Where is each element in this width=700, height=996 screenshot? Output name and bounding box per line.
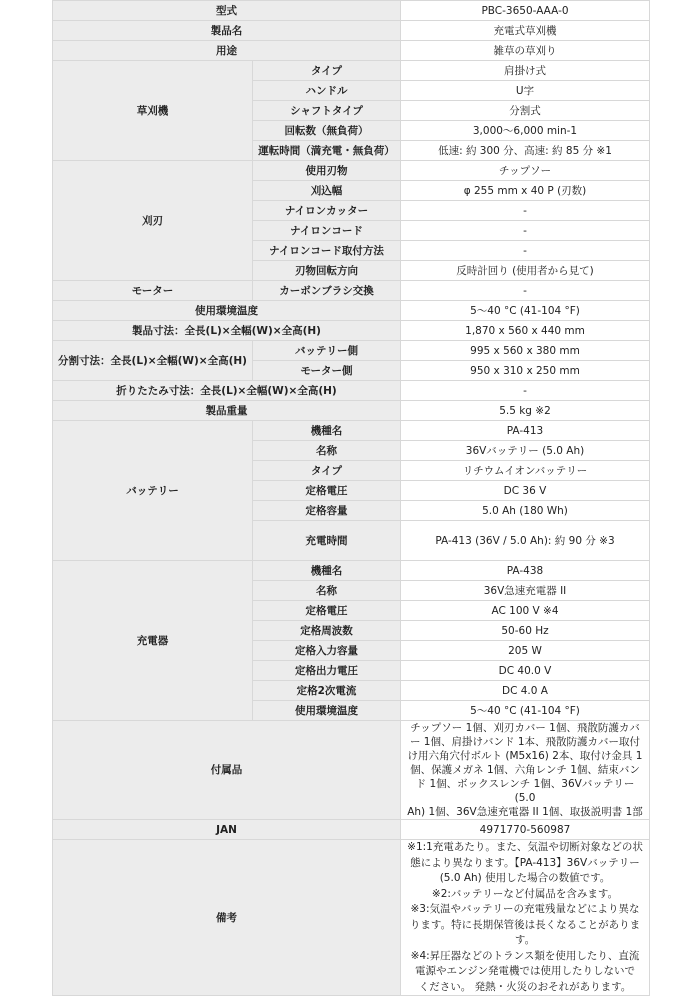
sub-value: 低速: 約 300 分、高速: 約 85 分 ※1 [401, 141, 650, 161]
sub-label: バッテリー側 [253, 341, 401, 361]
sub-label: シャフトタイプ [253, 101, 401, 121]
sub-value: - [401, 221, 650, 241]
table-row [53, 840, 650, 996]
table-row [53, 1, 650, 21]
table-row [53, 820, 650, 840]
sub-value: 反時計回り (使用者から見て) [401, 261, 650, 281]
row-value-usage: 雑草の草刈り [401, 41, 650, 61]
sub-value: チップソー [401, 161, 650, 181]
sub-value: DC 36 V [401, 481, 650, 501]
sub-label: 定格出力電圧 [253, 661, 401, 681]
table-row [53, 421, 650, 441]
row-label-env-temp: 使用環境温度 [53, 301, 401, 321]
sub-label: ナイロンコード取付方法 [253, 241, 401, 261]
sub-label: ナイロンカッター [253, 201, 401, 221]
sub-value: 50-60 Hz [401, 621, 650, 641]
sub-label: 使用環境温度 [253, 701, 401, 721]
sub-value: 205 W [401, 641, 650, 661]
spec-table [52, 0, 650, 996]
table-row [53, 381, 650, 401]
sub-label: 定格電圧 [253, 601, 401, 621]
table-row [53, 281, 650, 301]
remarks-line: (5.0 Ah) 使用した場合の数値です。 [439, 872, 611, 884]
sub-value: PA-413 [401, 421, 650, 441]
row-label-dimensions: 製品寸法：全長(L)×全幅(W)×全高(H) [53, 321, 401, 341]
table-row [53, 321, 650, 341]
sub-value: - [401, 201, 650, 221]
sub-value: - [401, 241, 650, 261]
sub-value: 36V急速充電器 II [401, 581, 650, 601]
sub-value: 995 x 560 x 380 mm [401, 341, 650, 361]
accessories-line: 個、保護メガネ 1個、六角レンチ 1個、結束バン [410, 764, 640, 776]
table-row [53, 341, 650, 361]
row-value-product-name: 充電式草刈機 [401, 21, 650, 41]
row-value-dimensions: 1,870 x 560 x 440 mm [401, 321, 650, 341]
remarks-line: ※2:バッテリーなど付属品を含みます。 [431, 887, 619, 900]
sub-value: PA-438 [401, 561, 650, 581]
row-label-weight: 製品重量 [53, 401, 401, 421]
sub-label: モーター側 [253, 361, 401, 381]
sub-value: 5.0 Ah (180 Wh) [401, 501, 650, 521]
sub-value: PA-413 (36V / 5.0 Ah): 約 90 分 ※3 [401, 521, 650, 561]
accessories-line: ー 1個、肩掛けバンド 1本、飛散防護カバー取付 [409, 736, 641, 748]
sub-value: 36Vバッテリー (5.0 Ah) [401, 441, 650, 461]
row-label-folded-dimensions: 折りたたみ寸法：全長(L)×全幅(W)×全高(H) [53, 381, 401, 401]
row-label-accessories: 付属品 [53, 721, 401, 820]
group-label-split-dimensions: 分割寸法：全長(L)×全幅(W)×全高(H) [53, 341, 253, 381]
group-label-charger: 充電器 [53, 561, 253, 721]
accessories-line: Ah) 1個、36V急速充電器 II 1個、取扱説明書 1部 [407, 806, 643, 818]
remarks-line: 電源やエンジン発電機では使用したりしないで [415, 965, 635, 977]
sub-label: タイプ [253, 61, 401, 81]
accessories-line: チップソー 1個、刈刃カバー 1個、飛散防護カバ [410, 722, 640, 734]
sub-value: 950 x 310 x 250 mm [401, 361, 650, 381]
sub-label: カーボンブラシ交換 [253, 281, 401, 301]
row-value-folded-dimensions: - [401, 381, 650, 401]
sub-label: タイプ [253, 461, 401, 481]
sub-label: 定格容量 [253, 501, 401, 521]
sub-value: φ 255 mm x 40 P (刃数) [401, 181, 650, 201]
accessories-line: け用六角穴付ボルト (M5x16) 2本、取付け金具 1 [407, 750, 643, 762]
table-row [53, 41, 650, 61]
sub-label: 機種名 [253, 421, 401, 441]
sub-label: 機種名 [253, 561, 401, 581]
sub-label: 名称 [253, 441, 401, 461]
sub-label: ナイロンコード [253, 221, 401, 241]
row-value-jan: 4971770-560987 [401, 820, 650, 840]
table-row [53, 301, 650, 321]
remarks-line: 態により異なります。【PA-413】36Vバッテリー [410, 856, 640, 869]
sub-label: 定格電圧 [253, 481, 401, 501]
row-label-remarks: 備考 [53, 840, 401, 996]
row-label-product-name: 製品名 [53, 21, 401, 41]
row-label-jan: JAN [53, 820, 401, 840]
remarks-line: す。 [514, 934, 536, 946]
sub-value: 分割式 [401, 101, 650, 121]
group-label-blade: 刈刃 [53, 161, 253, 281]
row-value-remarks [401, 840, 650, 996]
row-label-usage: 用途 [53, 41, 401, 61]
row-value-model: PBC-3650-AAA-0 [401, 1, 650, 21]
remarks-line: ※4:昇圧器などのトランス類を使用したり、直流 [410, 949, 640, 962]
sub-label: 使用刃物 [253, 161, 401, 181]
table-row [53, 721, 650, 820]
sub-label: 定格周波数 [253, 621, 401, 641]
sub-label: 名称 [253, 581, 401, 601]
group-label-mower: 草刈機 [53, 61, 253, 161]
sub-label: 刈込幅 [253, 181, 401, 201]
sub-label: 充電時間 [253, 521, 401, 561]
sub-label: 刃物回転方向 [253, 261, 401, 281]
sub-label: 定格入力容量 [253, 641, 401, 661]
row-value-accessories [401, 721, 650, 820]
sub-value: 肩掛け式 [401, 61, 650, 81]
row-label-model: 型式 [53, 1, 401, 21]
table-row [53, 561, 650, 581]
sub-value: AC 100 V ※4 [401, 601, 650, 621]
group-label-motor: モーター [53, 281, 253, 301]
sub-label: 定格2次電流 [253, 681, 401, 701]
row-value-env-temp: 5～40 °C (41-104 °F) [401, 301, 650, 321]
sub-value: - [401, 281, 650, 301]
table-row [53, 21, 650, 41]
row-value-weight: 5.5 kg ※2 [401, 401, 650, 421]
table-row [53, 401, 650, 421]
sub-value: U字 [401, 81, 650, 101]
sub-value: DC 4.0 A [401, 681, 650, 701]
sub-value: リチウムイオンバッテリー [401, 461, 650, 481]
accessories-line: ド 1個、ボックスレンチ 1個、36Vバッテリー (5.0 [415, 778, 635, 804]
group-label-battery: バッテリー [53, 421, 253, 561]
remarks-line: ください。 発熱・火災のおそれがあります。 [418, 980, 632, 993]
sub-label: 回転数（無負荷） [253, 121, 401, 141]
table-row [53, 61, 650, 81]
remarks-line: ※1:1充電あたり。また、気温や切断対象などの状 [407, 841, 643, 853]
sub-value: 3,000～6,000 min-1 [401, 121, 650, 141]
remarks-line: ります。特に長期保管後は長くなることがありま [409, 918, 641, 931]
sub-label: ハンドル [253, 81, 401, 101]
sub-value: 5～40 °C (41-104 °F) [401, 701, 650, 721]
table-row [53, 161, 650, 181]
sub-label: 運転時間（満充電・無負荷） [253, 141, 401, 161]
sub-value: DC 40.0 V [401, 661, 650, 681]
remarks-line: ※3:気温やバッテリーの充電残量などにより異な [410, 903, 640, 915]
